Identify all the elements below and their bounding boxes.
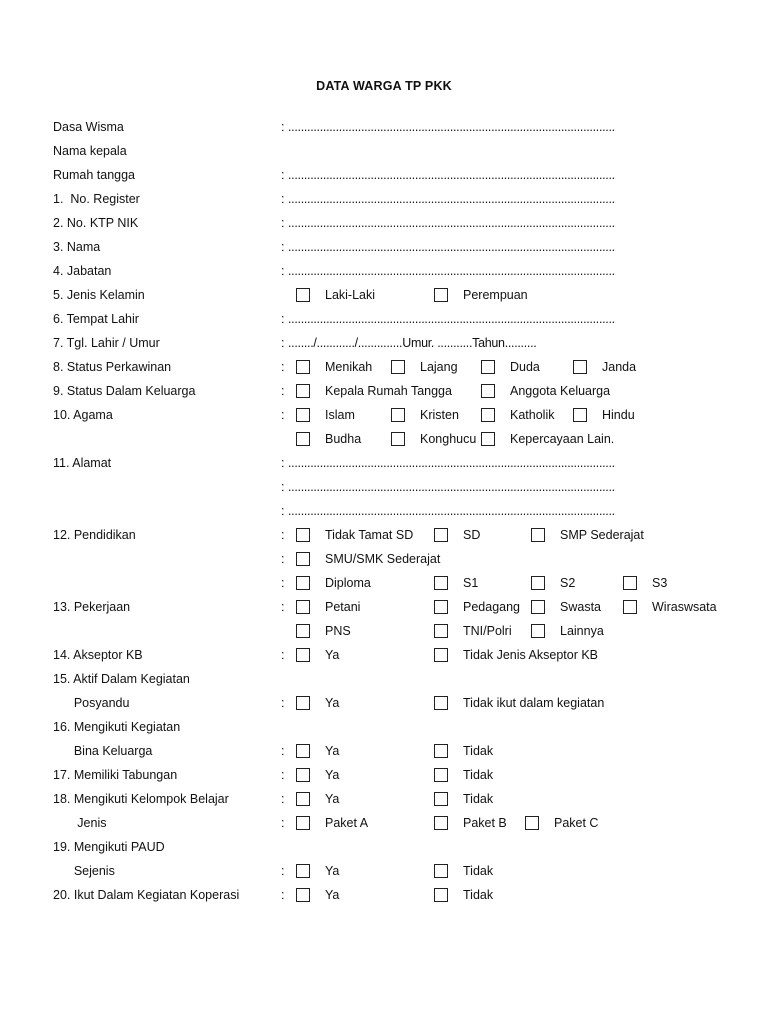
checkbox[interactable] [296,864,310,878]
field-label: 5. Jenis Kelamin [53,288,145,302]
field-colon: : [281,576,285,590]
field-colon: : [281,816,285,830]
checkbox-label: Tidak [463,768,494,782]
form-row [0,260,768,284]
field-label: 4. Jabatan [53,264,112,278]
fill-in-line[interactable]: ....................................................................................................... [288,456,615,470]
checkbox-label: Swasta [560,600,601,614]
checkbox-label: Tidak Tamat SD [325,528,414,542]
checkbox[interactable] [296,432,310,446]
field-label: Rumah tangga [53,168,136,182]
field-label: 12. Pendidikan [53,528,136,542]
field-label: 15. Aktif Dalam Kegiatan [53,672,190,686]
checkbox[interactable] [481,360,495,374]
field-label: 7. Tgl. Lahir / Umur [53,336,160,350]
checkbox-label: Pedagang [463,600,521,614]
form-row [0,380,768,404]
field-label: 17. Memiliki Tabungan [53,768,178,782]
form-row [0,452,768,476]
checkbox[interactable] [434,624,448,638]
fill-in-line[interactable]: ....................................................................................................... [288,120,615,134]
checkbox-label: Tidak Jenis Akseptor KB [463,648,599,662]
checkbox[interactable] [531,576,545,590]
checkbox-label: Petani [325,600,361,614]
fill-in-line[interactable]: ....................................................................................................... [288,480,615,494]
field-colon: : [281,120,285,134]
form-row [0,308,768,332]
checkbox-label: Tidak ikut dalam kegiatan [463,696,605,710]
field-label: 19. Mengikuti PAUD [53,840,165,854]
checkbox[interactable] [434,888,448,902]
checkbox[interactable] [296,360,310,374]
checkbox[interactable] [391,432,405,446]
field-colon: : [281,696,285,710]
checkbox-label: Paket B [463,816,507,830]
checkbox-label: Konghucu [420,432,477,446]
checkbox[interactable] [296,696,310,710]
field-colon: : [281,528,285,542]
checkbox[interactable] [296,408,310,422]
field-label: Nama kepala [53,144,127,158]
fill-in-line[interactable]: ....................................................................................................... [288,192,615,206]
field-label: 14. Akseptor KB [53,648,143,662]
form-row [0,740,768,764]
checkbox-label: S2 [560,576,576,590]
checkbox-label: Diploma [325,576,371,590]
checkbox[interactable] [296,816,310,830]
form-row [0,668,768,692]
form-row [0,572,768,596]
checkbox[interactable] [531,624,545,638]
checkbox-label: Perempuan [463,288,528,302]
form-row [0,356,768,380]
checkbox-label: Tidak [463,744,494,758]
checkbox-label: Kepala Rumah Tangga [325,384,452,398]
checkbox[interactable] [296,600,310,614]
checkbox-label: Paket A [325,816,369,830]
fill-in-line[interactable]: ....................................................................................................... [288,216,615,230]
field-colon: : [281,648,285,662]
field-label: 2. No. KTP NIK [53,216,139,230]
form-row [0,332,768,356]
checkbox[interactable] [531,528,545,542]
checkbox[interactable] [481,432,495,446]
checkbox[interactable] [296,624,310,638]
checkbox-label: S3 [652,576,668,590]
checkbox[interactable] [623,600,637,614]
form-row [0,812,768,836]
checkbox[interactable] [296,744,310,758]
checkbox[interactable] [434,792,448,806]
field-label: Bina Keluarga [53,744,153,758]
field-colon: : [281,744,285,758]
field-colon: : [281,192,285,206]
checkbox-label: Tidak [463,792,494,806]
field-label: 9. Status Dalam Keluarga [53,384,196,398]
form-row [0,860,768,884]
form-row [0,188,768,212]
checkbox-label: Laki-Laki [325,288,376,302]
form-row [0,116,768,140]
form-row [0,404,768,428]
checkbox[interactable] [296,384,310,398]
field-label: 8. Status Perkawinan [53,360,172,374]
form-title: DATA WARGA TP PKK [316,79,452,93]
form-row [0,764,768,788]
checkbox-label: Ya [325,696,340,710]
field-colon: : [281,240,285,254]
fill-in-line[interactable]: ....................................................................................................... [288,264,615,278]
field-label: Dasa Wisma [53,120,124,134]
checkbox-label: Tidak [463,864,494,878]
checkbox-label: Lainnya [560,624,604,638]
field-colon: : [281,312,285,326]
fill-in-line[interactable]: ......../............/..............Umur. ...........Tahun.......... [288,336,537,350]
checkbox[interactable] [481,408,495,422]
checkbox[interactable] [481,384,495,398]
field-colon: : [281,216,285,230]
checkbox[interactable] [434,600,448,614]
checkbox[interactable] [296,792,310,806]
checkbox-label: Kepercayaan Lain. [510,432,615,446]
form-row [0,164,768,188]
field-label: Sejenis [53,864,115,878]
field-colon: : [281,600,285,614]
field-colon: : [281,768,285,782]
checkbox-label: Janda [602,360,637,374]
checkbox-label: SD [463,528,481,542]
field-colon: : [281,264,285,278]
checkbox[interactable] [434,288,448,302]
form-row [0,836,768,860]
form-row [0,476,768,500]
form-row [0,212,768,236]
form-row [0,620,768,644]
checkbox-label: Menikah [325,360,373,374]
checkbox-label: Tidak [463,888,494,902]
checkbox[interactable] [434,744,448,758]
checkbox[interactable] [296,552,310,566]
field-label: Jenis [53,816,107,830]
field-label: 16. Mengikuti Kegiatan [53,720,181,734]
form-row [0,548,768,572]
field-colon: : [281,384,285,398]
form-row [0,524,768,548]
checkbox-label: Ya [325,744,340,758]
checkbox[interactable] [623,576,637,590]
form-row [0,140,768,164]
field-label: 20. Ikut Dalam Kegiatan Koperasi [53,888,240,902]
field-colon: : [281,360,285,374]
field-colon: : [281,552,285,566]
checkbox[interactable] [573,360,587,374]
field-colon: : [281,480,285,494]
checkbox-label: Islam [325,408,355,422]
checkbox-label: Ya [325,888,340,902]
checkbox[interactable] [434,648,448,662]
form-row [0,500,768,524]
checkbox-label: Wiraswsata [652,600,717,614]
checkbox[interactable] [296,288,310,302]
checkbox-label: Hindu [602,408,635,422]
checkbox[interactable] [531,600,545,614]
checkbox[interactable] [296,576,310,590]
field-label: Posyandu [53,696,130,710]
checkbox[interactable] [296,528,310,542]
checkbox[interactable] [434,768,448,782]
checkbox[interactable] [296,648,310,662]
field-label: 6. Tempat Lahir [53,312,139,326]
field-colon: : [281,408,285,422]
fill-in-line[interactable]: ....................................................................................................... [288,168,615,182]
checkbox-label: PNS [325,624,351,638]
field-label: 10. Agama [53,408,113,422]
form-row [0,788,768,812]
checkbox[interactable] [573,408,587,422]
checkbox-label: Anggota Keluarga [510,384,611,398]
checkbox-label: SMU/SMK Sederajat [325,552,441,566]
checkbox-label: Duda [510,360,540,374]
field-label: 3. Nama [53,240,101,254]
field-label: 11. Alamat [53,456,112,470]
checkbox-label: Ya [325,792,340,806]
form-row [0,428,768,452]
form-row [0,716,768,740]
checkbox-label: Budha [325,432,362,446]
field-colon: : [281,336,285,350]
checkbox-label: Paket C [554,816,599,830]
checkbox[interactable] [434,528,448,542]
checkbox[interactable] [296,768,310,782]
form-row [0,284,768,308]
form-row [0,644,768,668]
checkbox[interactable] [296,888,310,902]
field-label: 18. Mengikuti Kelompok Belajar [53,792,229,806]
field-colon: : [281,792,285,806]
field-label: 13. Pekerjaan [53,600,131,614]
checkbox-label: TNI/Polri [463,624,512,638]
field-colon: : [281,864,285,878]
checkbox-label: SMP Sederajat [560,528,644,542]
field-label: 1. No. Register [53,192,140,206]
fill-in-line[interactable]: ....................................................................................................... [288,240,615,254]
form-row [0,692,768,716]
field-colon: : [281,888,285,902]
checkbox-label: Ya [325,864,340,878]
checkbox-label: Lajang [420,360,458,374]
field-colon: : [281,504,285,518]
checkbox[interactable] [434,816,448,830]
fill-in-line[interactable]: ....................................................................................................... [288,504,615,518]
form-row [0,884,768,908]
checkbox-label: Katholik [510,408,555,422]
checkbox-label: Ya [325,768,340,782]
checkbox-label: Ya [325,648,340,662]
checkbox[interactable] [434,864,448,878]
checkbox-label: Kristen [420,408,459,422]
field-colon: : [281,456,285,470]
checkbox[interactable] [434,576,448,590]
fill-in-line[interactable]: ....................................................................................................... [288,312,615,326]
field-colon: : [281,168,285,182]
form-row [0,236,768,260]
checkbox[interactable] [391,408,405,422]
checkbox[interactable] [391,360,405,374]
form-row [0,596,768,620]
checkbox-label: S1 [463,576,479,590]
checkbox[interactable] [434,696,448,710]
checkbox[interactable] [525,816,539,830]
